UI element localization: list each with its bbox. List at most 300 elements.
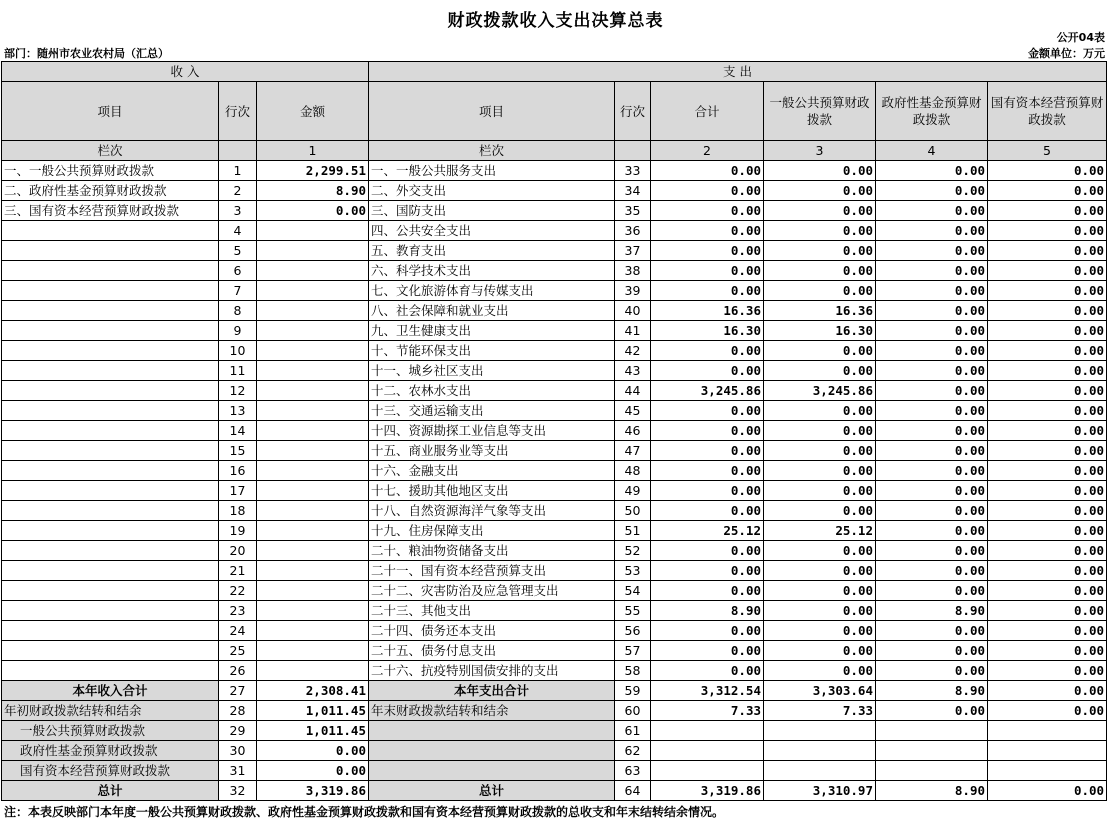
expense-fund-budget bbox=[876, 761, 988, 781]
income-item bbox=[2, 281, 219, 301]
expense-total: 0.00 bbox=[651, 661, 764, 681]
income-amount: 2,299.51 bbox=[257, 161, 369, 181]
expense-item: 二十三、其他支出 bbox=[369, 601, 615, 621]
expense-summary-item bbox=[369, 741, 615, 761]
column-index-4: 4 bbox=[876, 141, 988, 161]
income-line-no: 29 bbox=[219, 721, 257, 741]
expense-general-budget: 0.00 bbox=[764, 181, 876, 201]
expense-fund-budget: 0.00 bbox=[876, 661, 988, 681]
income-line-no: 23 bbox=[219, 601, 257, 621]
expense-state-capital: 0.00 bbox=[988, 361, 1107, 381]
expense-total: 0.00 bbox=[651, 261, 764, 281]
expense-item: 十九、住房保障支出 bbox=[369, 521, 615, 541]
column-index-blank bbox=[615, 141, 651, 161]
expense-general-budget: 0.00 bbox=[764, 441, 876, 461]
table-row bbox=[2, 641, 1107, 661]
expense-line-no: 43 bbox=[615, 361, 651, 381]
expense-state-capital: 0.00 bbox=[988, 321, 1107, 341]
expense-state-capital: 0.00 bbox=[988, 781, 1107, 801]
expense-line-no: 57 bbox=[615, 641, 651, 661]
unit-label: 金额单位：万元 bbox=[1028, 47, 1105, 60]
income-amount bbox=[257, 561, 369, 581]
expense-total: 0.00 bbox=[651, 541, 764, 561]
income-amount bbox=[257, 521, 369, 541]
income-line-no: 14 bbox=[219, 421, 257, 441]
income-item bbox=[2, 581, 219, 601]
expense-general-budget: 0.00 bbox=[764, 501, 876, 521]
expense-fund-budget: 8.90 bbox=[876, 781, 988, 801]
expense-general-budget: 16.30 bbox=[764, 321, 876, 341]
expense-item: 五、教育支出 bbox=[369, 241, 615, 261]
expense-item: 十一、城乡社区支出 bbox=[369, 361, 615, 381]
income-line-no: 27 bbox=[219, 681, 257, 701]
expense-total bbox=[651, 761, 764, 781]
expense-total: 0.00 bbox=[651, 421, 764, 441]
expense-general-budget: 0.00 bbox=[764, 161, 876, 181]
expense-general-budget bbox=[764, 761, 876, 781]
income-item bbox=[2, 641, 219, 661]
expense-general-budget: 0.00 bbox=[764, 661, 876, 681]
income-amount bbox=[257, 281, 369, 301]
income-line-no: 20 bbox=[219, 541, 257, 561]
expense-fund-budget bbox=[876, 741, 988, 761]
income-line-no: 21 bbox=[219, 561, 257, 581]
expense-summary-item bbox=[369, 761, 615, 781]
expense-total: 3,319.86 bbox=[651, 781, 764, 801]
expense-fund-budget: 0.00 bbox=[876, 401, 988, 421]
expense-state-capital: 0.00 bbox=[988, 381, 1107, 401]
expense-total: 0.00 bbox=[651, 361, 764, 381]
expense-fund-budget: 0.00 bbox=[876, 701, 988, 721]
page-title: 财政拨款收入支出决算总表 bbox=[447, 11, 664, 31]
expense-state-capital: 0.00 bbox=[988, 301, 1107, 321]
table-row bbox=[2, 221, 1107, 241]
expense-total: 0.00 bbox=[651, 441, 764, 461]
expense-general-budget: 0.00 bbox=[764, 221, 876, 241]
income-item bbox=[2, 561, 219, 581]
expense-general-budget: 0.00 bbox=[764, 361, 876, 381]
table-row bbox=[2, 581, 1107, 601]
income-item bbox=[2, 301, 219, 321]
expense-item: 十二、农林水支出 bbox=[369, 381, 615, 401]
income-item bbox=[2, 541, 219, 561]
income-line-no: 7 bbox=[219, 281, 257, 301]
summary-row bbox=[2, 721, 1107, 741]
income-line-no: 30 bbox=[219, 741, 257, 761]
income-line-no: 31 bbox=[219, 761, 257, 781]
expense-line-no: 63 bbox=[615, 761, 651, 781]
col-header-fund-budget: 政府性基金预算财政拨款 bbox=[876, 82, 988, 141]
expense-total: 0.00 bbox=[651, 241, 764, 261]
column-index-label: 栏次 bbox=[369, 141, 615, 161]
income-amount bbox=[257, 481, 369, 501]
table-row bbox=[2, 241, 1107, 261]
expense-state-capital: 0.00 bbox=[988, 261, 1107, 281]
expense-line-no: 35 bbox=[615, 201, 651, 221]
column-index-3: 3 bbox=[764, 141, 876, 161]
expense-line-no: 48 bbox=[615, 461, 651, 481]
income-line-no: 5 bbox=[219, 241, 257, 261]
income-item: 二、政府性基金预算财政拨款 bbox=[2, 181, 219, 201]
income-line-no: 9 bbox=[219, 321, 257, 341]
expense-state-capital bbox=[988, 721, 1107, 741]
expense-total: 16.30 bbox=[651, 321, 764, 341]
expense-state-capital bbox=[988, 761, 1107, 781]
income-line-no: 4 bbox=[219, 221, 257, 241]
table-row bbox=[2, 421, 1107, 441]
expense-general-budget: 0.00 bbox=[764, 601, 876, 621]
expense-fund-budget: 0.00 bbox=[876, 321, 988, 341]
expense-fund-budget: 0.00 bbox=[876, 381, 988, 401]
income-summary-item: 一般公共预算财政拨款 bbox=[2, 721, 219, 741]
income-amount: 1,011.45 bbox=[257, 721, 369, 741]
income-item bbox=[2, 241, 219, 261]
income-summary-item: 政府性基金预算财政拨款 bbox=[2, 741, 219, 761]
income-item: 三、国有资本经营预算财政拨款 bbox=[2, 201, 219, 221]
income-amount bbox=[257, 621, 369, 641]
expense-general-budget: 0.00 bbox=[764, 621, 876, 641]
income-amount bbox=[257, 261, 369, 281]
expense-fund-budget: 0.00 bbox=[876, 561, 988, 581]
expense-fund-budget: 0.00 bbox=[876, 361, 988, 381]
expense-line-no: 47 bbox=[615, 441, 651, 461]
expense-fund-budget: 0.00 bbox=[876, 461, 988, 481]
summary-row bbox=[2, 761, 1107, 781]
table-row bbox=[2, 321, 1107, 341]
income-line-no: 10 bbox=[219, 341, 257, 361]
income-section-header: 收 入 bbox=[2, 62, 369, 82]
income-amount bbox=[257, 381, 369, 401]
expense-state-capital: 0.00 bbox=[988, 421, 1107, 441]
expense-state-capital: 0.00 bbox=[988, 621, 1107, 641]
expense-total: 0.00 bbox=[651, 161, 764, 181]
expense-item: 二十四、债务还本支出 bbox=[369, 621, 615, 641]
table-row bbox=[2, 601, 1107, 621]
expense-state-capital: 0.00 bbox=[988, 581, 1107, 601]
expense-item: 二十一、国有资本经营预算支出 bbox=[369, 561, 615, 581]
table-row bbox=[2, 481, 1107, 501]
expense-total: 0.00 bbox=[651, 501, 764, 521]
col-header-income-amount: 金额 bbox=[257, 82, 369, 141]
income-item: 一、一般公共预算财政拨款 bbox=[2, 161, 219, 181]
expense-general-budget bbox=[764, 741, 876, 761]
expense-item: 二十、粮油物资储备支出 bbox=[369, 541, 615, 561]
expense-item: 七、文化旅游体育与传媒支出 bbox=[369, 281, 615, 301]
column-index-label: 栏次 bbox=[2, 141, 219, 161]
expense-total: 0.00 bbox=[651, 621, 764, 641]
expense-fund-budget: 0.00 bbox=[876, 581, 988, 601]
expense-state-capital: 0.00 bbox=[988, 501, 1107, 521]
expense-total: 0.00 bbox=[651, 461, 764, 481]
footnote: 注：本表反映部门本年度一般公共预算财政拨款、政府性基金预算财政拨款和国有资本经营预算财政拨款的总收支和年末结转结余情况。 bbox=[4, 805, 725, 819]
expense-line-no: 40 bbox=[615, 301, 651, 321]
column-index-1: 1 bbox=[257, 141, 369, 161]
expense-general-budget: 0.00 bbox=[764, 561, 876, 581]
table-row bbox=[2, 341, 1107, 361]
expense-total: 3,245.86 bbox=[651, 381, 764, 401]
income-amount: 0.00 bbox=[257, 201, 369, 221]
income-amount bbox=[257, 501, 369, 521]
expense-item: 十五、商业服务业等支出 bbox=[369, 441, 615, 461]
income-line-no: 15 bbox=[219, 441, 257, 461]
expense-general-budget: 16.36 bbox=[764, 301, 876, 321]
expense-item: 二、外交支出 bbox=[369, 181, 615, 201]
summary-row bbox=[2, 681, 1107, 701]
table-row bbox=[2, 401, 1107, 421]
expense-state-capital: 0.00 bbox=[988, 401, 1107, 421]
col-header-income-line: 行次 bbox=[219, 82, 257, 141]
income-item bbox=[2, 521, 219, 541]
expense-fund-budget: 0.00 bbox=[876, 641, 988, 661]
expense-line-no: 61 bbox=[615, 721, 651, 741]
expense-total: 0.00 bbox=[651, 281, 764, 301]
expense-item: 一、一般公共服务支出 bbox=[369, 161, 615, 181]
department-label: 部门：随州市农业农村局（汇总） bbox=[4, 47, 169, 60]
expense-general-budget: 0.00 bbox=[764, 281, 876, 301]
expense-state-capital: 0.00 bbox=[988, 701, 1107, 721]
income-summary-item: 国有资本经营预算财政拨款 bbox=[2, 761, 219, 781]
income-line-no: 28 bbox=[219, 701, 257, 721]
table-row bbox=[2, 261, 1107, 281]
table-row bbox=[2, 521, 1107, 541]
expense-item: 十七、援助其他地区支出 bbox=[369, 481, 615, 501]
expense-line-no: 60 bbox=[615, 701, 651, 721]
expense-general-budget: 7.33 bbox=[764, 701, 876, 721]
income-amount: 1,011.45 bbox=[257, 701, 369, 721]
income-amount bbox=[257, 461, 369, 481]
income-item bbox=[2, 481, 219, 501]
income-amount: 3,319.86 bbox=[257, 781, 369, 801]
income-line-no: 26 bbox=[219, 661, 257, 681]
expense-total: 7.33 bbox=[651, 701, 764, 721]
expense-line-no: 59 bbox=[615, 681, 651, 701]
expense-state-capital: 0.00 bbox=[988, 441, 1107, 461]
income-summary-item: 总计 bbox=[2, 781, 219, 801]
summary-row bbox=[2, 741, 1107, 761]
income-line-no: 22 bbox=[219, 581, 257, 601]
income-line-no: 11 bbox=[219, 361, 257, 381]
expense-item: 九、卫生健康支出 bbox=[369, 321, 615, 341]
expense-line-no: 44 bbox=[615, 381, 651, 401]
expense-general-budget: 0.00 bbox=[764, 201, 876, 221]
table-row bbox=[2, 561, 1107, 581]
expense-state-capital: 0.00 bbox=[988, 641, 1107, 661]
expense-general-budget: 0.00 bbox=[764, 481, 876, 501]
income-line-no: 12 bbox=[219, 381, 257, 401]
expense-summary-item: 总计 bbox=[369, 781, 615, 801]
income-item bbox=[2, 321, 219, 341]
expense-line-no: 58 bbox=[615, 661, 651, 681]
expense-total bbox=[651, 721, 764, 741]
expense-state-capital: 0.00 bbox=[988, 181, 1107, 201]
expense-total: 0.00 bbox=[651, 201, 764, 221]
expense-fund-budget: 8.90 bbox=[876, 601, 988, 621]
table-row bbox=[2, 541, 1107, 561]
expense-state-capital: 0.00 bbox=[988, 241, 1107, 261]
expense-line-no: 53 bbox=[615, 561, 651, 581]
col-header-income-item: 项目 bbox=[2, 82, 219, 141]
expense-item: 八、社会保障和就业支出 bbox=[369, 301, 615, 321]
income-line-no: 25 bbox=[219, 641, 257, 661]
col-header-general-budget: 一般公共预算财政拨款 bbox=[764, 82, 876, 141]
expense-item: 十六、金融支出 bbox=[369, 461, 615, 481]
income-item bbox=[2, 361, 219, 381]
income-line-no: 16 bbox=[219, 461, 257, 481]
expense-general-budget: 3,303.64 bbox=[764, 681, 876, 701]
expense-general-budget: 3,310.97 bbox=[764, 781, 876, 801]
expense-total: 3,312.54 bbox=[651, 681, 764, 701]
column-index-blank bbox=[219, 141, 257, 161]
expense-total: 0.00 bbox=[651, 581, 764, 601]
income-item bbox=[2, 261, 219, 281]
income-line-no: 13 bbox=[219, 401, 257, 421]
expense-general-budget: 0.00 bbox=[764, 261, 876, 281]
expense-item: 三、国防支出 bbox=[369, 201, 615, 221]
expense-fund-budget: 0.00 bbox=[876, 421, 988, 441]
col-header-total: 合计 bbox=[651, 82, 764, 141]
expense-state-capital: 0.00 bbox=[988, 661, 1107, 681]
income-summary-item: 年初财政拨款结转和结余 bbox=[2, 701, 219, 721]
expense-fund-budget: 0.00 bbox=[876, 181, 988, 201]
column-index-5: 5 bbox=[988, 141, 1107, 161]
income-amount bbox=[257, 601, 369, 621]
expense-fund-budget: 0.00 bbox=[876, 241, 988, 261]
income-item bbox=[2, 221, 219, 241]
table-row bbox=[2, 301, 1107, 321]
table-row bbox=[2, 281, 1107, 301]
income-line-no: 2 bbox=[219, 181, 257, 201]
expense-fund-budget: 0.00 bbox=[876, 161, 988, 181]
expense-item: 四、公共安全支出 bbox=[369, 221, 615, 241]
expense-fund-budget: 0.00 bbox=[876, 501, 988, 521]
expense-item: 十、节能环保支出 bbox=[369, 341, 615, 361]
expense-general-budget: 0.00 bbox=[764, 241, 876, 261]
income-item bbox=[2, 601, 219, 621]
expense-total: 0.00 bbox=[651, 341, 764, 361]
expense-state-capital: 0.00 bbox=[988, 481, 1107, 501]
expense-state-capital: 0.00 bbox=[988, 521, 1107, 541]
expense-line-no: 34 bbox=[615, 181, 651, 201]
expense-total: 0.00 bbox=[651, 181, 764, 201]
expense-general-budget: 0.00 bbox=[764, 341, 876, 361]
expense-line-no: 42 bbox=[615, 341, 651, 361]
column-index-2: 2 bbox=[651, 141, 764, 161]
expense-fund-budget: 0.00 bbox=[876, 521, 988, 541]
income-line-no: 24 bbox=[219, 621, 257, 641]
expense-state-capital: 0.00 bbox=[988, 541, 1107, 561]
expense-item: 十八、自然资源海洋气象等支出 bbox=[369, 501, 615, 521]
income-amount: 8.90 bbox=[257, 181, 369, 201]
income-amount bbox=[257, 641, 369, 661]
col-header-expense-item: 项目 bbox=[369, 82, 615, 141]
income-amount bbox=[257, 581, 369, 601]
income-amount bbox=[257, 301, 369, 321]
expense-line-no: 36 bbox=[615, 221, 651, 241]
income-item bbox=[2, 461, 219, 481]
expense-total: 0.00 bbox=[651, 221, 764, 241]
expense-item: 六、科学技术支出 bbox=[369, 261, 615, 281]
table-row bbox=[2, 621, 1107, 641]
income-amount bbox=[257, 441, 369, 461]
table-row bbox=[2, 381, 1107, 401]
expense-total: 0.00 bbox=[651, 641, 764, 661]
expense-fund-budget: 0.00 bbox=[876, 621, 988, 641]
summary-row bbox=[2, 701, 1107, 721]
expense-state-capital: 0.00 bbox=[988, 601, 1107, 621]
expense-fund-budget: 0.00 bbox=[876, 281, 988, 301]
expense-line-no: 52 bbox=[615, 541, 651, 561]
expense-fund-budget: 8.90 bbox=[876, 681, 988, 701]
expense-item: 二十二、灾害防治及应急管理支出 bbox=[369, 581, 615, 601]
expense-general-budget: 0.00 bbox=[764, 541, 876, 561]
expense-fund-budget: 0.00 bbox=[876, 201, 988, 221]
expense-fund-budget: 0.00 bbox=[876, 341, 988, 361]
table-row bbox=[2, 461, 1107, 481]
income-item bbox=[2, 501, 219, 521]
expense-section-header: 支 出 bbox=[369, 62, 1107, 82]
expense-state-capital: 0.00 bbox=[988, 681, 1107, 701]
expense-line-no: 41 bbox=[615, 321, 651, 341]
income-item bbox=[2, 341, 219, 361]
expense-summary-item bbox=[369, 721, 615, 741]
income-amount bbox=[257, 401, 369, 421]
expense-line-no: 55 bbox=[615, 601, 651, 621]
expense-general-budget: 0.00 bbox=[764, 401, 876, 421]
income-item bbox=[2, 441, 219, 461]
expense-general-budget: 3,245.86 bbox=[764, 381, 876, 401]
expense-fund-budget: 0.00 bbox=[876, 441, 988, 461]
budget-table bbox=[1, 61, 1107, 801]
expense-state-capital: 0.00 bbox=[988, 201, 1107, 221]
income-item bbox=[2, 661, 219, 681]
expense-line-no: 62 bbox=[615, 741, 651, 761]
income-amount bbox=[257, 341, 369, 361]
expense-state-capital: 0.00 bbox=[988, 221, 1107, 241]
expense-total bbox=[651, 741, 764, 761]
expense-line-no: 45 bbox=[615, 401, 651, 421]
expense-general-budget: 0.00 bbox=[764, 581, 876, 601]
expense-line-no: 51 bbox=[615, 521, 651, 541]
expense-total: 0.00 bbox=[651, 401, 764, 421]
income-item bbox=[2, 381, 219, 401]
expense-fund-budget: 0.00 bbox=[876, 301, 988, 321]
table-row bbox=[2, 441, 1107, 461]
expense-general-budget bbox=[764, 721, 876, 741]
income-amount bbox=[257, 361, 369, 381]
expense-summary-item: 年末财政拨款结转和结余 bbox=[369, 701, 615, 721]
expense-total: 8.90 bbox=[651, 601, 764, 621]
expense-line-no: 33 bbox=[615, 161, 651, 181]
expense-total: 25.12 bbox=[651, 521, 764, 541]
income-line-no: 3 bbox=[219, 201, 257, 221]
expense-total: 0.00 bbox=[651, 481, 764, 501]
expense-summary-item: 本年支出合计 bbox=[369, 681, 615, 701]
expense-line-no: 50 bbox=[615, 501, 651, 521]
expense-item: 二十五、债务付息支出 bbox=[369, 641, 615, 661]
income-amount: 0.00 bbox=[257, 741, 369, 761]
income-line-no: 17 bbox=[219, 481, 257, 501]
expense-line-no: 37 bbox=[615, 241, 651, 261]
expense-total: 0.00 bbox=[651, 561, 764, 581]
col-header-state-capital: 国有资本经营预算财政拨款 bbox=[988, 82, 1107, 141]
income-amount bbox=[257, 541, 369, 561]
income-amount bbox=[257, 241, 369, 261]
expense-line-no: 49 bbox=[615, 481, 651, 501]
expense-item: 二十六、抗疫特别国债安排的支出 bbox=[369, 661, 615, 681]
income-line-no: 6 bbox=[219, 261, 257, 281]
expense-fund-budget: 0.00 bbox=[876, 261, 988, 281]
income-item bbox=[2, 621, 219, 641]
